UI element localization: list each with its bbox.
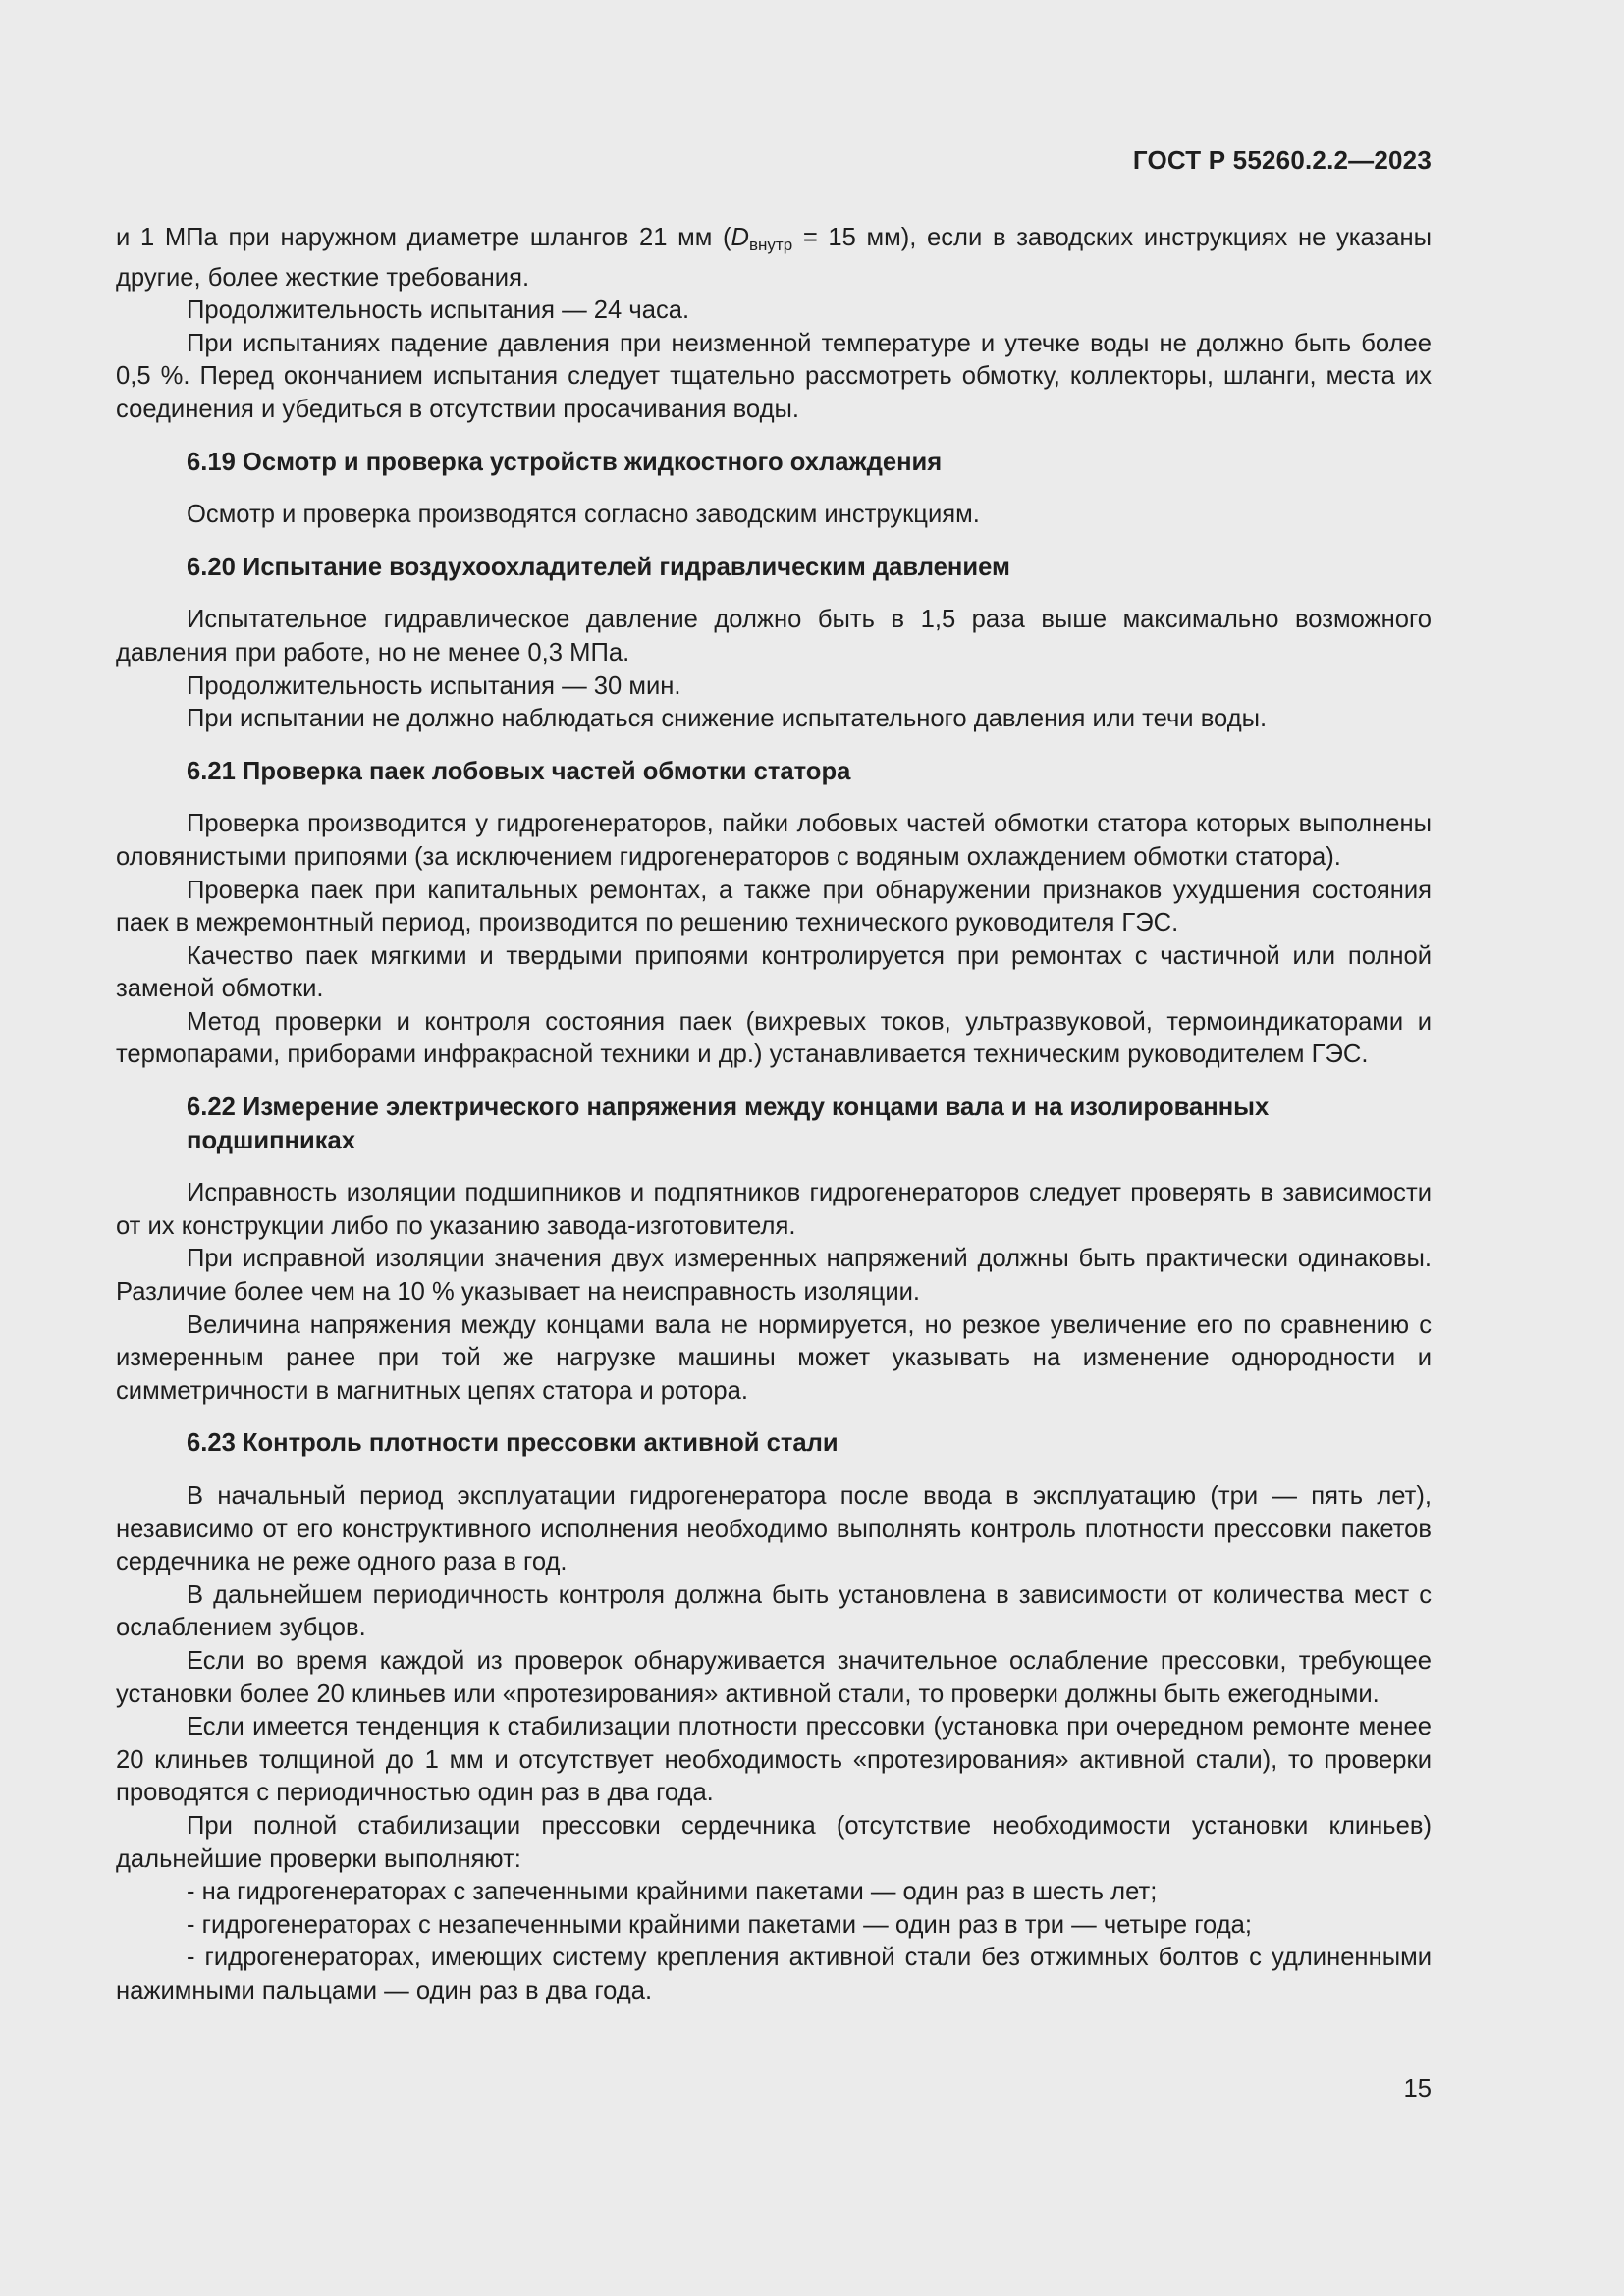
section-6-21-paragraph-1: Проверка производится у гидрогенераторов, пайки лобовых частей обмотки статора которых выполнены оловянистыми припоями (за исключением гидрогенераторов с водяным охлаждением обмотки статора).	[116, 810, 1432, 871]
section-6-20-paragraph-2: Продолжительность испытания — 30 мин.	[187, 671, 681, 700]
document-body	[116, 222, 1432, 2008]
document-code: ГОСТ Р 55260.2.2—2023	[1132, 145, 1432, 175]
list-item: - на гидрогенераторах с запеченными крайними пакетами — один раз в шесть лет;	[187, 1878, 1158, 1906]
section-6-23-paragraph-1: В начальный период эксплуатации гидрогенератора после ввода в эксплуатацию (три — пять лет), независимо от его конструктивного исполнения необходимо выполнять контроль плотности прессовки пакетов сердечника не реже одного раза в год.	[116, 1482, 1432, 1576]
section-6-23-paragraph-2: В дальнейшем периодичность контроля должна быть установлена в зависимости от количества мест с ослаблением зубцов.	[116, 1580, 1432, 1642]
d-symbol: D	[731, 224, 749, 251]
document-page	[116, 0, 1432, 2296]
list-item: - гидрогенераторах с незапеченными крайними пакетами — один раз в три — четыре года;	[187, 1910, 1252, 1939]
section-6-23-heading: 6.23 Контроль плотности прессовки активной стали	[187, 1429, 839, 1458]
intro-text-pre: и 1 МПа при наружном диаметре шлангов 21 мм (	[116, 224, 731, 251]
intro-text-post: = 15 мм), если в заводских инструкциях не указаны другие, более жесткие требования.	[116, 224, 1433, 292]
section-6-21-paragraph-2: Проверка паек при капитальных ремонтах, а также при обнаружении признаков ухудшения состояния паек в межремонтный период, производится по решению технического руководителя ГЭС.	[116, 876, 1432, 937]
section-6-19-heading: 6.19 Осмотр и проверка устройств жидкостного охлаждения	[187, 448, 943, 476]
section-6-22-paragraph-1: Исправность изоляции подшипников и подпятников гидрогенераторов следует проверять в зависимости от их конструкции либо по указанию завода-изготовителя.	[116, 1179, 1432, 1240]
section-6-22-paragraph-3: Величина напряжения между концами вала не нормируется, но резкое увеличение его по сравнению с измеренным ранее при той же нагрузке машины может указывать на изменение однородности и симметричности в магнитных цепях статора и ротора.	[116, 1310, 1432, 1405]
section-6-23-paragraph-5: При полной стабилизации прессовки сердечника (отсутствие необходимости установки клиньев) дальнейшие проверки выполняют:	[116, 1811, 1432, 1873]
section-6-20-paragraph-3: При испытании не должно наблюдаться снижение испытательного давления или течи воды.	[187, 705, 1268, 733]
section-6-21-paragraph-4: Метод проверки и контроля состояния паек (вихревых токов, ультразвуковой, термоиндикаторами и термопарами, приборами инфракрасной техники и др.) устанавливается техническим руководителем ГЭС.	[116, 1007, 1432, 1069]
section-6-22-heading: 6.22 Измерение электрического напряжения между концами вала и на изолированных подшипниках	[187, 1094, 1270, 1154]
intro-paragraph-1	[116, 222, 1432, 294]
section-6-21-heading: 6.21 Проверка паек лобовых частей обмотки статора	[187, 757, 851, 785]
section-6-19-paragraph-1: Осмотр и проверка производятся согласно заводским инструкциям.	[187, 501, 980, 529]
section-6-20-heading: 6.20 Испытание воздухоохладителей гидравлическим давлением	[187, 553, 1010, 581]
section-6-21-paragraph-3: Качество паек мягкими и твердыми припоями контролируется при ремонтах с частичной или полной заменой обмотки.	[116, 941, 1432, 1003]
section-6-23-paragraph-4: Если имеется тенденция к стабилизации плотности прессовки (установка при очередном ремонте менее 20 клиньев толщиной до 1 мм и отсутствует необходимость «протезирования» активной стали), то проверки проводятся с периодичностью один раз в два года.	[116, 1713, 1432, 1807]
intro-paragraph-2: Продолжительность испытания — 24 часа.	[187, 296, 690, 325]
d-subscript: внутр	[749, 236, 793, 254]
section-6-23-paragraph-3: Если во время каждой из проверок обнаруживается значительное ослабление прессовки, требующее установки более 20 клиньев или «протезирования» активной стали, то проверки должны быть ежегодными.	[116, 1646, 1432, 1708]
page-number: 15	[1403, 2075, 1432, 2103]
section-6-22-paragraph-2: При исправной изоляции значения двух измеренных напряжений должны быть практически одинаковы. Различие более чем на 10 % указывает на неисправность изоляции.	[116, 1245, 1432, 1307]
intro-paragraph-3: При испытаниях падение давления при неизменной температуре и утечке воды не должно быть более 0,5 %. Перед окончанием испытания следует тщательно рассмотреть обмотку, коллекторы, шланги, места их соединения и убедиться в отсутствии просачивания воды.	[116, 329, 1432, 423]
section-6-20-paragraph-1: Испытательное гидравлическое давление должно быть в 1,5 раза выше максимально возможного давления при работе, но не менее 0,3 МПа.	[116, 606, 1432, 667]
list-item: - гидрогенераторах, имеющих систему крепления активной стали без отжимных болтов с удлиненными нажимными пальцами — один раз в два года.	[116, 1944, 1432, 2004]
